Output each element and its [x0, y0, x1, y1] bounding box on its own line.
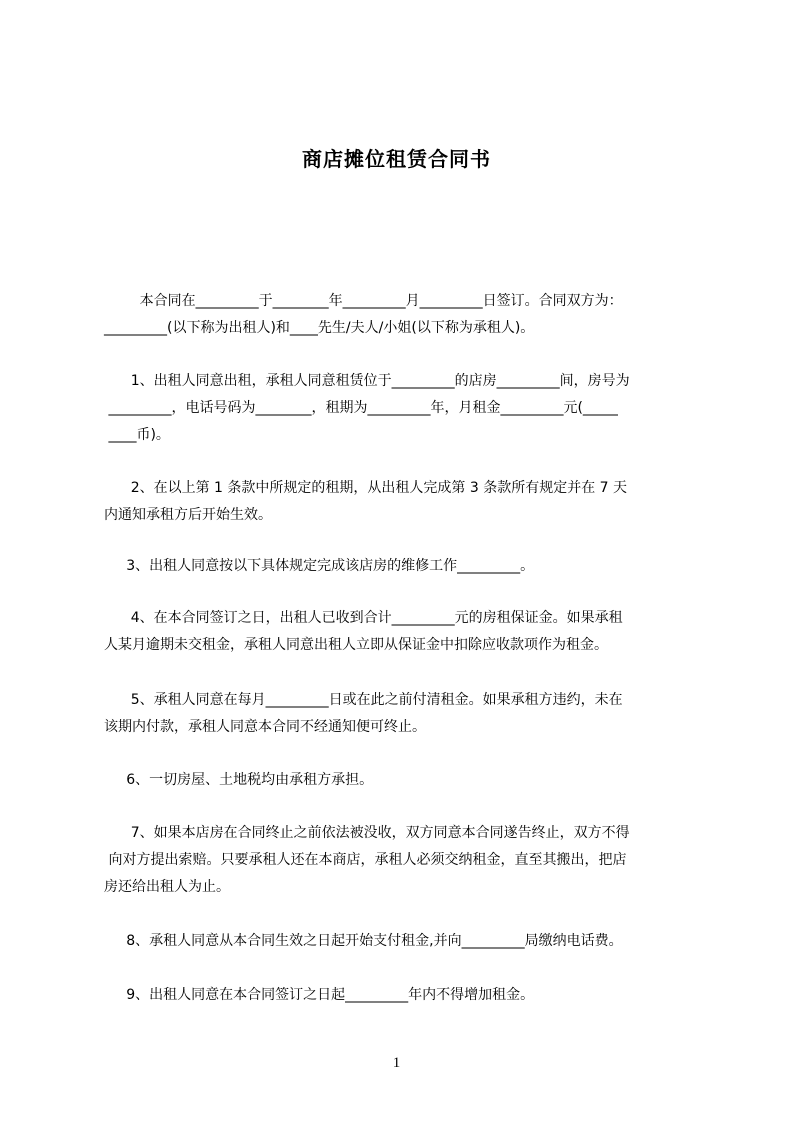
document-title: 商店摊位租赁合同书 — [302, 147, 491, 171]
clause-3: 3、出租人同意按以下具体规定完成该店房的维修工作_________。 — [104, 558, 535, 574]
clause-8: 8、承租人同意从本合同生效之日起开始支付租金,并向_________局缴纳电话费。 — [104, 933, 623, 949]
clause-2: 2、在以上第 1 条款中所规定的租期，从出租人完成第 3 条款所有规定并在 7 天 内通知承租方后开始生效。 — [104, 480, 628, 523]
page-number: 1 — [392, 1055, 401, 1071]
clause-7: 7、如果本店房在合同终止之前依法被没收，双方同意本合同遂告终止，双方不得 向对方提出索赔。只要承租人还在本商店，承租人必须交纳租金，直至其搬出，把店 房还给出租人为止。 — [104, 825, 630, 895]
intro-paragraph: 本合同在_________于________年_________月_________日签订。合同双方为： _________(以下称为出租人)和____先生/夫人/小姐(以下称为承租人)。 — [104, 293, 623, 336]
clause-4: 4、在本合同签订之日，出租人已收到合计_________元的房租保证金。如果承租 人某月逾期未交租金，承租人同意出租人立即从保证金中扣除应收款项作为租金。 — [104, 610, 623, 653]
clause-9: 9、出租人同意在本合同签订之日起_________年内不得增加租金。 — [104, 987, 535, 1003]
clause-5: 5、承租人同意在每月_________日或在此之前付清租金。如果承租方违约，未在 该期内付款，承租人同意本合同不经通知便可终止。 — [104, 692, 623, 735]
clause-6: 6、一切房屋、土地税均由承租方承担。 — [104, 772, 374, 788]
clause-1: 1、出租人同意出租，承租人同意租赁位于_________的店房_________间，房号为 _________，电话号码为________，租期为_________年，月租金_________元(_____ ____币)。 — [108, 373, 630, 443]
